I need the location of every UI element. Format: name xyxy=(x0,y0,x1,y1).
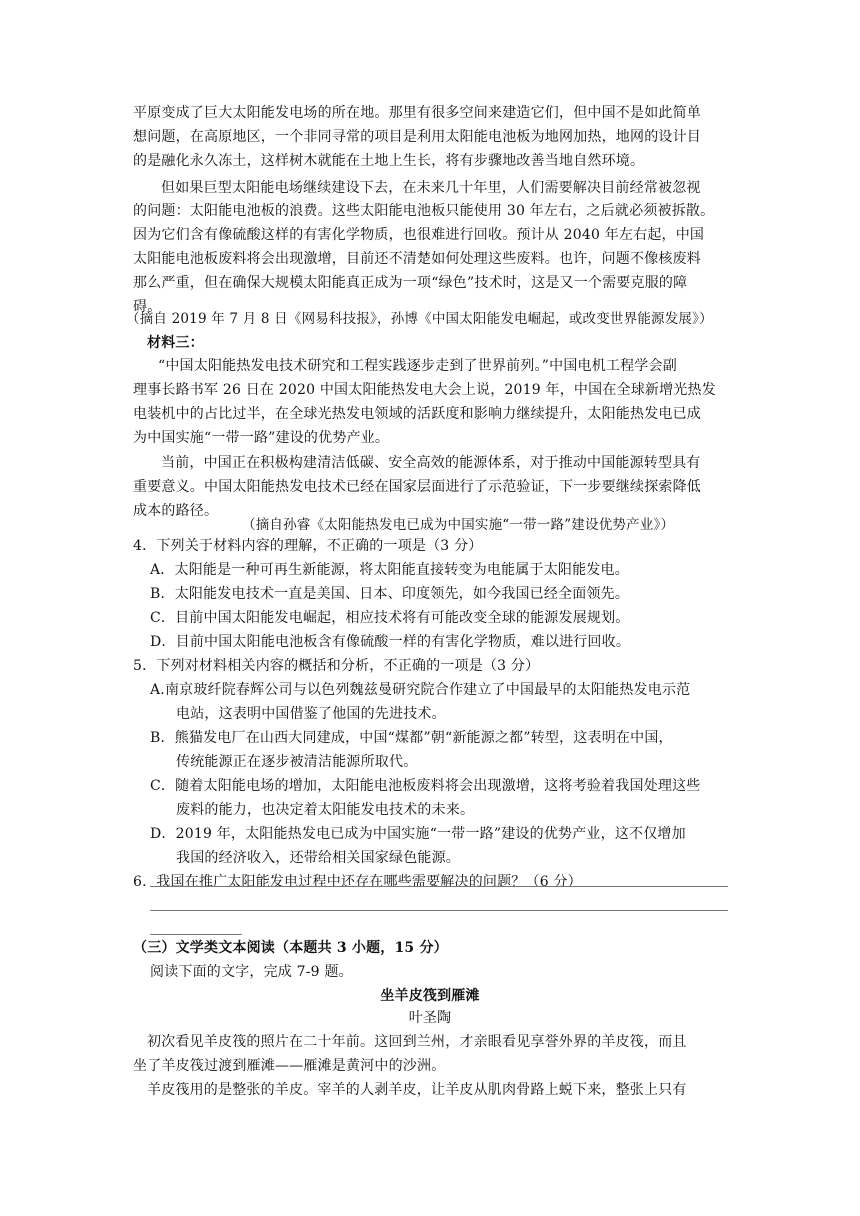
option-a-cont: 电站，这表明中国借鉴了他国的先进技术。 xyxy=(176,706,446,722)
article-author: 叶圣陶 xyxy=(408,1010,452,1026)
text-line: 碍。 xyxy=(133,299,162,315)
section-heading: （三）文学类文本阅读（本题共 3 小题，15 分） xyxy=(133,940,448,956)
option-b: B．太阳能发电技术一直是美国、日本、印度领先，如今我国已经全面领先。 xyxy=(150,586,630,602)
text-line: 因为它们含有像硫酸这样的有害化学物质，也很难进行回收。预计从 2040 年左右起，中国 xyxy=(133,227,705,243)
option-a: A.南京玻纤院春辉公司与以色列魏兹曼研究院合作建立了中国最早的太阳能热发电示范 xyxy=(150,682,691,698)
text-line: 那么严重，但在确保大规模太阳能真正成为一项“绿色”技术时，这是又一个需要克服的障 xyxy=(133,275,688,291)
option-c-cont: 废料的能力，也决定着太阳能发电技术的未来。 xyxy=(176,802,475,818)
text-line: 重要意义。中国太阳能热发电技术已经在国家层面进行了示范验证，下一步要继续探索降低 xyxy=(133,479,701,495)
option-d: D．目前中国太阳能电池板含有像硫酸一样的有害化学物质，难以进行回收。 xyxy=(150,634,631,650)
article-title: 坐羊皮筏到雁滩 xyxy=(380,988,480,1004)
text-line: 但如果巨型太阳能电场继续建设下去，在未来几十年里，人们需要解决目前经常被忽视 xyxy=(161,180,701,196)
text-line: “中国太阳能热发电技术研究和工程实践逐步走到了世界前列。”中国电机工程学会副 xyxy=(158,358,677,374)
source-citation: （摘自 2019 年 7 月 8 日《网易科技报》，孙博《中国太阳能发电崛起，或改变世界能源发展》） xyxy=(126,311,713,327)
option-d-cont: 我国的经济收入，还带给相关国家绿色能源。 xyxy=(176,850,460,866)
text-line: 的问题：太阳能电池板的浪费。这些太阳能电池板只能使用 30 年左右，之后就必须被拆散。 xyxy=(133,203,715,219)
text-line: 为中国实施“一带一路”建设的优势产业。 xyxy=(133,430,390,446)
text-line: 当前，中国正在积极构建清洁低碳、安全高效的能源体系，对于推动中国能源转型具有 xyxy=(161,455,701,471)
option-a: A．太阳能是一种可再生新能源，将太阳能直接转变为电能属于太阳能发电。 xyxy=(150,562,629,578)
text-line: 平原变成了巨大太阳能发电场的所在地。那里有很多空间来建造它们，但中国不是如此简单 xyxy=(133,105,701,121)
text-line: 想问题，在高原地区，一个非同寻常的项目是利用太阳能电池板为地网加热，地网的设计目 xyxy=(133,129,701,145)
option-b-cont: 传统能源正在逐步被清洁能源所取代。 xyxy=(176,754,418,770)
text-line: 理事长路书军 26 日在 2020 中国太阳能热发电大会上说，2019 年，中国在全球新增光热发 xyxy=(133,382,716,398)
answer-line[interactable] xyxy=(150,934,242,935)
source-citation: （摘自孙睿《太阳能热发电已成为中国实施“一带一路”建设优势产业》） xyxy=(242,517,675,533)
answer-line[interactable] xyxy=(150,910,728,911)
instruction: 阅读下面的文字，完成 7-9 题。 xyxy=(150,964,353,980)
question-stem: 5．下列对材料相关内容的概括和分析，不正确的一项是（3 分） xyxy=(133,658,540,674)
option-d: D．2019 年，太阳能热发电已成为中国实施“一带一路”建设的优势产业，这不仅增加 xyxy=(150,826,686,842)
text-line: 太阳能电池板废料将会出现激增，目前还不清楚如何处理这些废料。也许，问题不像核废料 xyxy=(133,251,701,267)
material-heading: 材料三： xyxy=(147,335,204,351)
text-line: 电装机中的占比过半，在全球光热发电领域的活跃度和影响力继续提升，太阳能热发电已成 xyxy=(133,406,701,422)
question-stem: 6．我国在推广太阳能发电过程中还存在哪些需要解决的问题？（6 分） xyxy=(133,874,582,890)
option-c: C．目前中国太阳能发电崛起，相应技术将有可能改变全球的能源发展规划。 xyxy=(150,610,630,626)
text-line: 坐了羊皮筏过渡到雁滩——雁滩是黄河中的沙洲。 xyxy=(133,1058,446,1074)
text-line: 成本的路径。 xyxy=(133,503,219,519)
text-line: 的是融化永久冻土，这样树木就能在土地上生长，将有步骤地改善当地自然环境。 xyxy=(133,153,645,169)
question-stem: 4．下列关于材料内容的理解，不正确的一项是（3 分） xyxy=(133,538,483,554)
answer-line[interactable] xyxy=(150,886,728,887)
option-b: B．熊猫发电厂在山西大同建成，中国“煤都”朝“新能源之都”转型，这表明在中国， xyxy=(150,730,673,746)
option-c: C．随着太阳能电场的增加，太阳能电池板废料将会出现激增，这将考验着我国处理这些 xyxy=(150,778,701,794)
text-line: 初次看见羊皮筏的照片在二十年前。这回到兰州，才亲眼看见享誉外界的羊皮筏，而且 xyxy=(147,1034,687,1050)
text-line: 羊皮筏用的是整张的羊皮。宰羊的人剥羊皮，让羊皮从肌肉骨路上蜕下来，整张上只有 xyxy=(147,1082,687,1098)
